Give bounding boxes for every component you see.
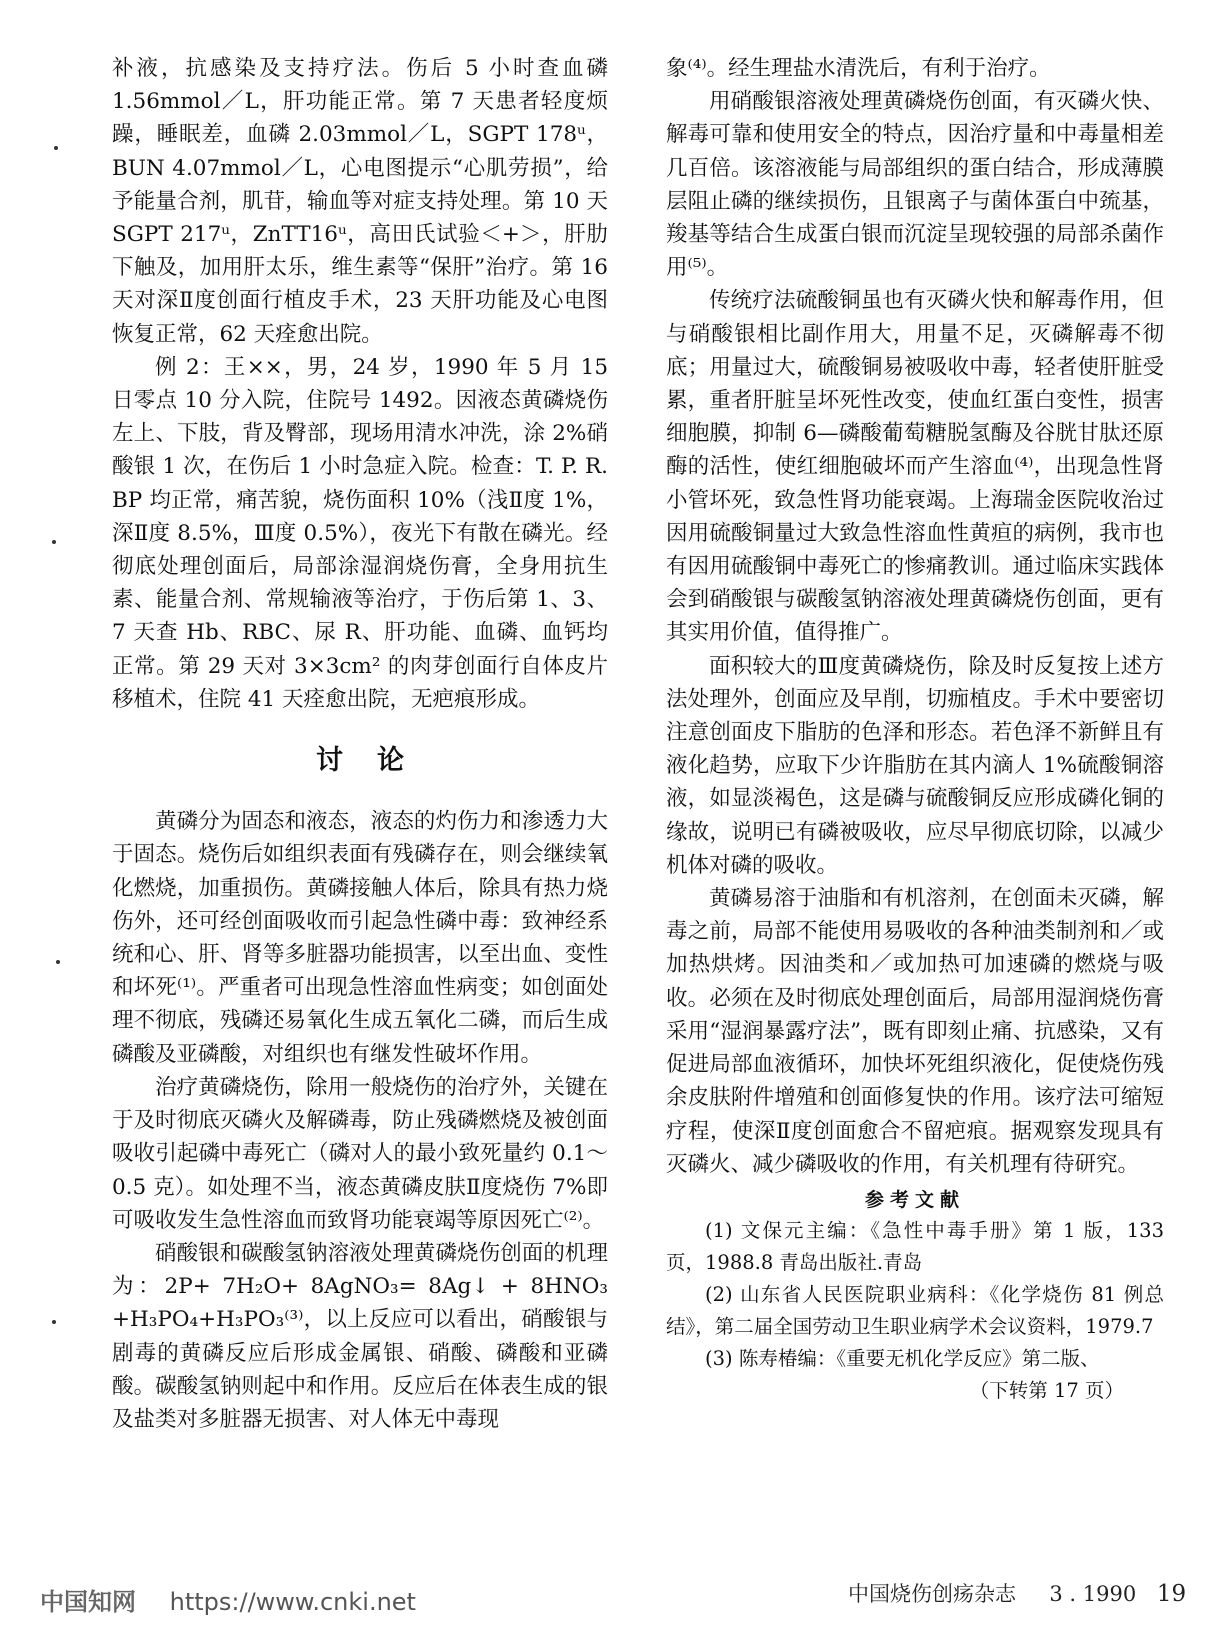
reference-item: (3) 陈寿椿编：《重要无机化学反应》第二版、 [705,1346,1100,1370]
body-paragraph: 用硝酸银溶液处理黄磷烧伤创面，有灭磷火快、解毒可靠和使用安全的特点，因治疗量和中毒量相差几百倍。该溶液能与局部组织的蛋白结合，形成薄膜层阻止磷的继续损伤，且银离子与菌体蛋白中巯基，羧基等结合生成蛋白银而沉淀呈现较强的局部杀菌作用⁽⁵⁾。 [666,89,1164,281]
margin-mark [54,146,58,150]
body-paragraph: 补液，抗感染及支持疗法。伤后 5 小时查血磷 1.56mmol／L，肝功能正常。第 7 天患者轻度烦躁，睡眠差，血磷 2.03mmol／L，SGPT 178ᵘ，BUN 4.07mmol／L，心电图提示“心肌劳损”，给予能量合剂，肌苷，输血等对症支持处理。第 10 天 SGPT 217ᵘ，ZnTT16ᵘ，高田氏试验＜+＞，肝肋下触及，加用肝太乐，维生素等“保肝”治疗。第 16 天对深Ⅱ度创面行植皮手术，23 天肝功能及心电图恢复正常，62 天痊愈出院。 [112,56,608,347]
body-paragraph: 面积较大的Ⅲ度黄磷烧伤，除及时反复按上述方法处理外，创面应及早削，切痂植皮。手术中要密切注意创面皮下脂肪的色泽和形态。若色泽不新鲜且有液化趋势，应取下少许脂肪在其内滴人 1%硫酸铜溶液，如显淡褐色，这是磷与硫酸铜反应形成磷化铜的缘故，说明已有磷被吸收，应尽早彻底切除，以减少机体对磷的吸收。 [666,653,1164,878]
right-column [666,52,1164,1407]
body-paragraph: 黄磷易溶于油脂和有机溶剂，在创面未灭磷，解毒之前，局部不能使用易吸收的各种油类制剂和／或加热烘烤。因油类和／或加热可加速磷的燃烧与吸收。必须在及时彻底处理创面后，局部用湿润烧伤膏采用“湿润暴露疗法”，既有即刻止痛、抗感染，又有促进局部血液循环，加快坏死组织液化，促使烧伤残余皮肤附件增殖和创面修复快的作用。该疗法可缩短疗程，使深Ⅱ度创面愈合不留疤痕。据观察发现具有灭磷火、减少磷吸收的作用，有关机理有待研究。 [666,886,1164,1177]
reference-item: (1) 文保元主编：《急性中毒手册》第 1 版，133 页，1988.8 青岛出版社.青岛 [666,1218,1164,1274]
body-paragraph: 例 2：王××，男，24 岁，1990 年 5 月 15 日零点 10 分入院，住院号 1492。因液态黄磷烧伤左上、下肢，背及臀部，现场用清水冲洗，涂 2%硝酸银 1 次，在伤后 1 小时急症入院。检查：T. P. R. BP 均正常，痛苦貌，烧伤面积 10%（浅Ⅱ度 1%，深Ⅱ度 8.5%，Ⅲ度 0.5%），夜光下有散在磷光。经彻底处理创面后，局部涂湿润烧伤膏，全身用抗生素、能量合剂、常规输液等治疗，于伤后第 1、3、7 天查 Hb、RBC、尿 R、肝功能、血磷、血钙均正常。第 29 天对 3×3cm² 的肉芽创面行自体皮片移植术，住院 41 天痊愈出院，无疤痕形成。 [112,354,608,712]
body-paragraph: 象⁽⁴⁾。经生理盐水清洗后，有利于治疗。 [666,56,1051,81]
page-footer [848,1578,1186,1608]
left-column [112,52,608,1436]
body-paragraph: 治疗黄磷烧伤，除用一般烧伤的治疗外，关键在于及时彻底灭磷火及解磷毒，防止残磷燃烧及被创面吸收引起磷中毒死亡（磷对人的最小致死量约 0.1～0.5 克）。如处理不当，液态黄磷皮肤Ⅱ度烧伤 7%即可吸收发生急性溶血而致肾功能衰竭等原因死亡⁽²⁾。 [112,1074,608,1233]
reference-item: (2) 山东省人民医院职业病科：《化学烧伤 81 例总结》，第二届全国劳动卫生职业病学术会议资料，1979.7 [666,1282,1164,1338]
margin-mark [52,540,56,544]
body-paragraph: 黄磷分为固态和液态，液态的灼伤力和渗透力大于固态。烧伤后如组织表面有残磷存在，则会继续氧化燃烧，加重损伤。黄磷接触人体后，除具有热力烧伤外，还可经创面吸收而引起急性磷中毒：致神经系统和心、肝、肾等多脏器功能损害，以至出血、变性和坏死⁽¹⁾。严重者可出现急性溶血性病变；如创面处理不彻底，残磷还易氧化生成五氧化二磷，而后生成磷酸及亚磷酸，对组织也有继发性破坏作用。 [112,809,608,1067]
body-paragraph: 硝酸银和碳酸氢钠溶液处理黄磷烧伤创面的机理为：2P+ 7H₂O+ 8AgNO₃= 8Ag↓ + 8HNO₃ +H₃PO₄+H₃PO₃⁽³⁾，以上反应可以看出，硝酸银与剧毒的黄磷反应后形成金属银、硝酸、磷酸和亚磷酸。碳酸氢钠则起中和作用。反应后在体表生成的银及盐类对多脏器无损害、对人体无中毒现 [112,1240,608,1432]
journal-name: 中国烧伤创疡杂志 [848,1582,1016,1606]
issue-info: 3 . 1990 [1049,1582,1137,1606]
watermark [40,1582,416,1617]
continued-note: （下转第 17 页） [969,1378,1124,1402]
margin-mark [52,1320,56,1324]
references-title: 参考文献 [864,1188,965,1211]
section-heading: 讨论 [316,745,438,777]
page-number: 19 [1156,1581,1187,1607]
cnki-logo: 中国知网 [40,1588,136,1616]
cnki-url[interactable]: https://www.cnki.net [169,1588,416,1616]
margin-mark [56,960,60,964]
body-paragraph: 传统疗法硫酸铜虽也有灭磷火快和解毒作用，但与硝酸银相比副作用大，用量不足，灭磷解毒不彻底；用量过大，硫酸铜易被吸收中毒，轻者使肝脏受累，重者肝脏呈坏死性改变，使血红蛋白变性，损害细胞膜，抑制 6—磷酸葡萄糖脱氢酶及谷胱甘肽还原酶的活性，使红细胞破坏而产生溶血⁽⁴⁾，出现急性肾小管坏死，致急性肾功能衰竭。上海瑞金医院收治过因用硫酸铜量过大致急性溶血性黄疸的病例，我市也有因用硫酸铜中毒死亡的惨痛教训。通过临床实践体会到硝酸银与碳酸氢钠溶液处理黄磷烧伤创面，更有其实用价值，值得推广。 [666,288,1164,646]
